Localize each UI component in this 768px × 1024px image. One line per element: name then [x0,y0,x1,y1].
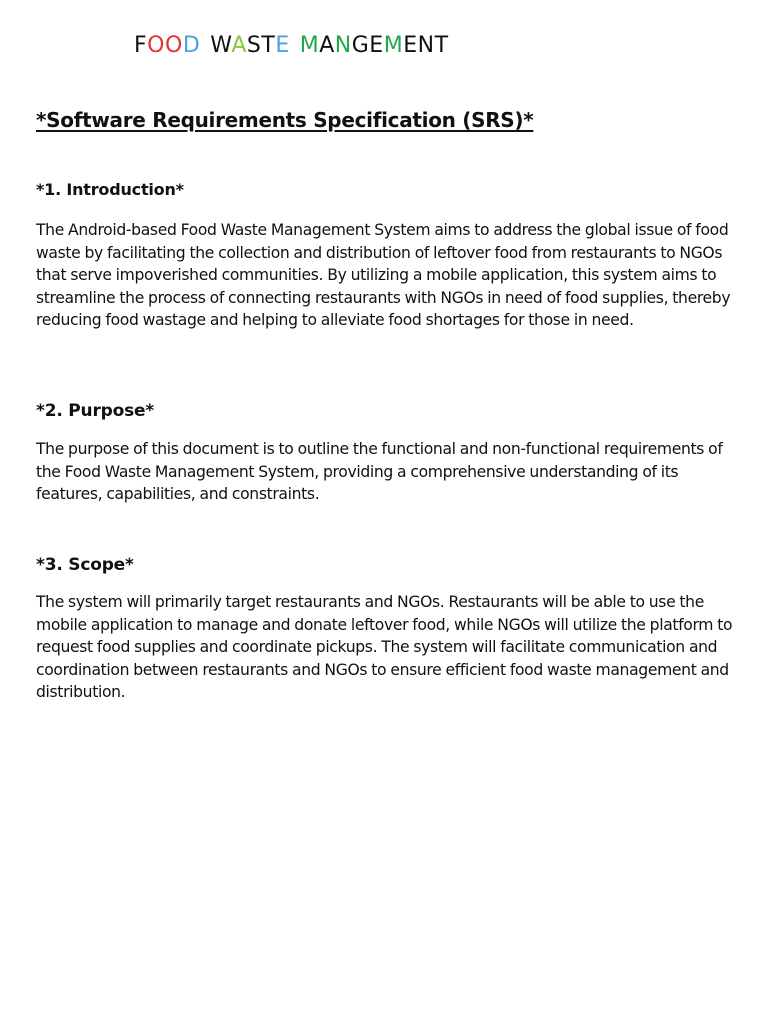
logo-letter: E [275,33,290,58]
section-heading-introduction: *1. Introduction* [36,180,184,199]
logo-letter: G [351,33,370,58]
logo-letter: E [369,33,384,58]
section-heading-purpose: *2. Purpose* [36,401,155,421]
section-heading-scope: *3. Scope* [36,555,134,575]
logo-letter: N [417,33,435,58]
logo-letter: N [334,33,352,58]
logo-letter: T [261,33,276,58]
logo-letter: O [164,33,183,58]
logo-letter: W [210,33,232,58]
logo-letter: S [246,33,262,58]
logo-letter: E [403,33,418,58]
logo-letter: D [182,33,201,58]
document-title: *Software Requirements Specification (SRS)* [36,108,534,132]
section-body-purpose: The purpose of this document is to outline the functional and non-functional requirements of the Food Waste Management System, providing a comprehensive understanding of its features, capabilities, and constraints. [36,440,723,503]
logo-letter: O [147,33,165,58]
logo-letter: F [134,33,148,58]
logo-letter: A [319,33,335,58]
logo-letter: M [383,33,404,58]
section-body-scope: The system will primarily target restaurants and NGOs. Restaurants will be able to use the mobile application to manage and donate leftover food, while NGOs will utilize the platform to request food supplies and coordinate pickups. The system will facilitate communication and coordination between restaurants and NGOs to ensure efficient food waste management and distribution. [36,593,733,701]
section-body-introduction: The Android-based Food Waste Management System aims to address the global issue of food waste by facilitating the collection and distribution of leftover food from restaurants to NGOs that serve impoverished communities. By utilizing a mobile application, this system aims to streamline the process of connecting restaurants with NGOs in need of food supplies, thereby reducing food wastage and helping to alleviate food shortages for those in need. [36,221,731,329]
logo-letter: A [231,33,247,58]
logo-letter: M [299,33,320,58]
logo-wordmark [134,30,449,62]
logo-letter: T [434,33,449,58]
